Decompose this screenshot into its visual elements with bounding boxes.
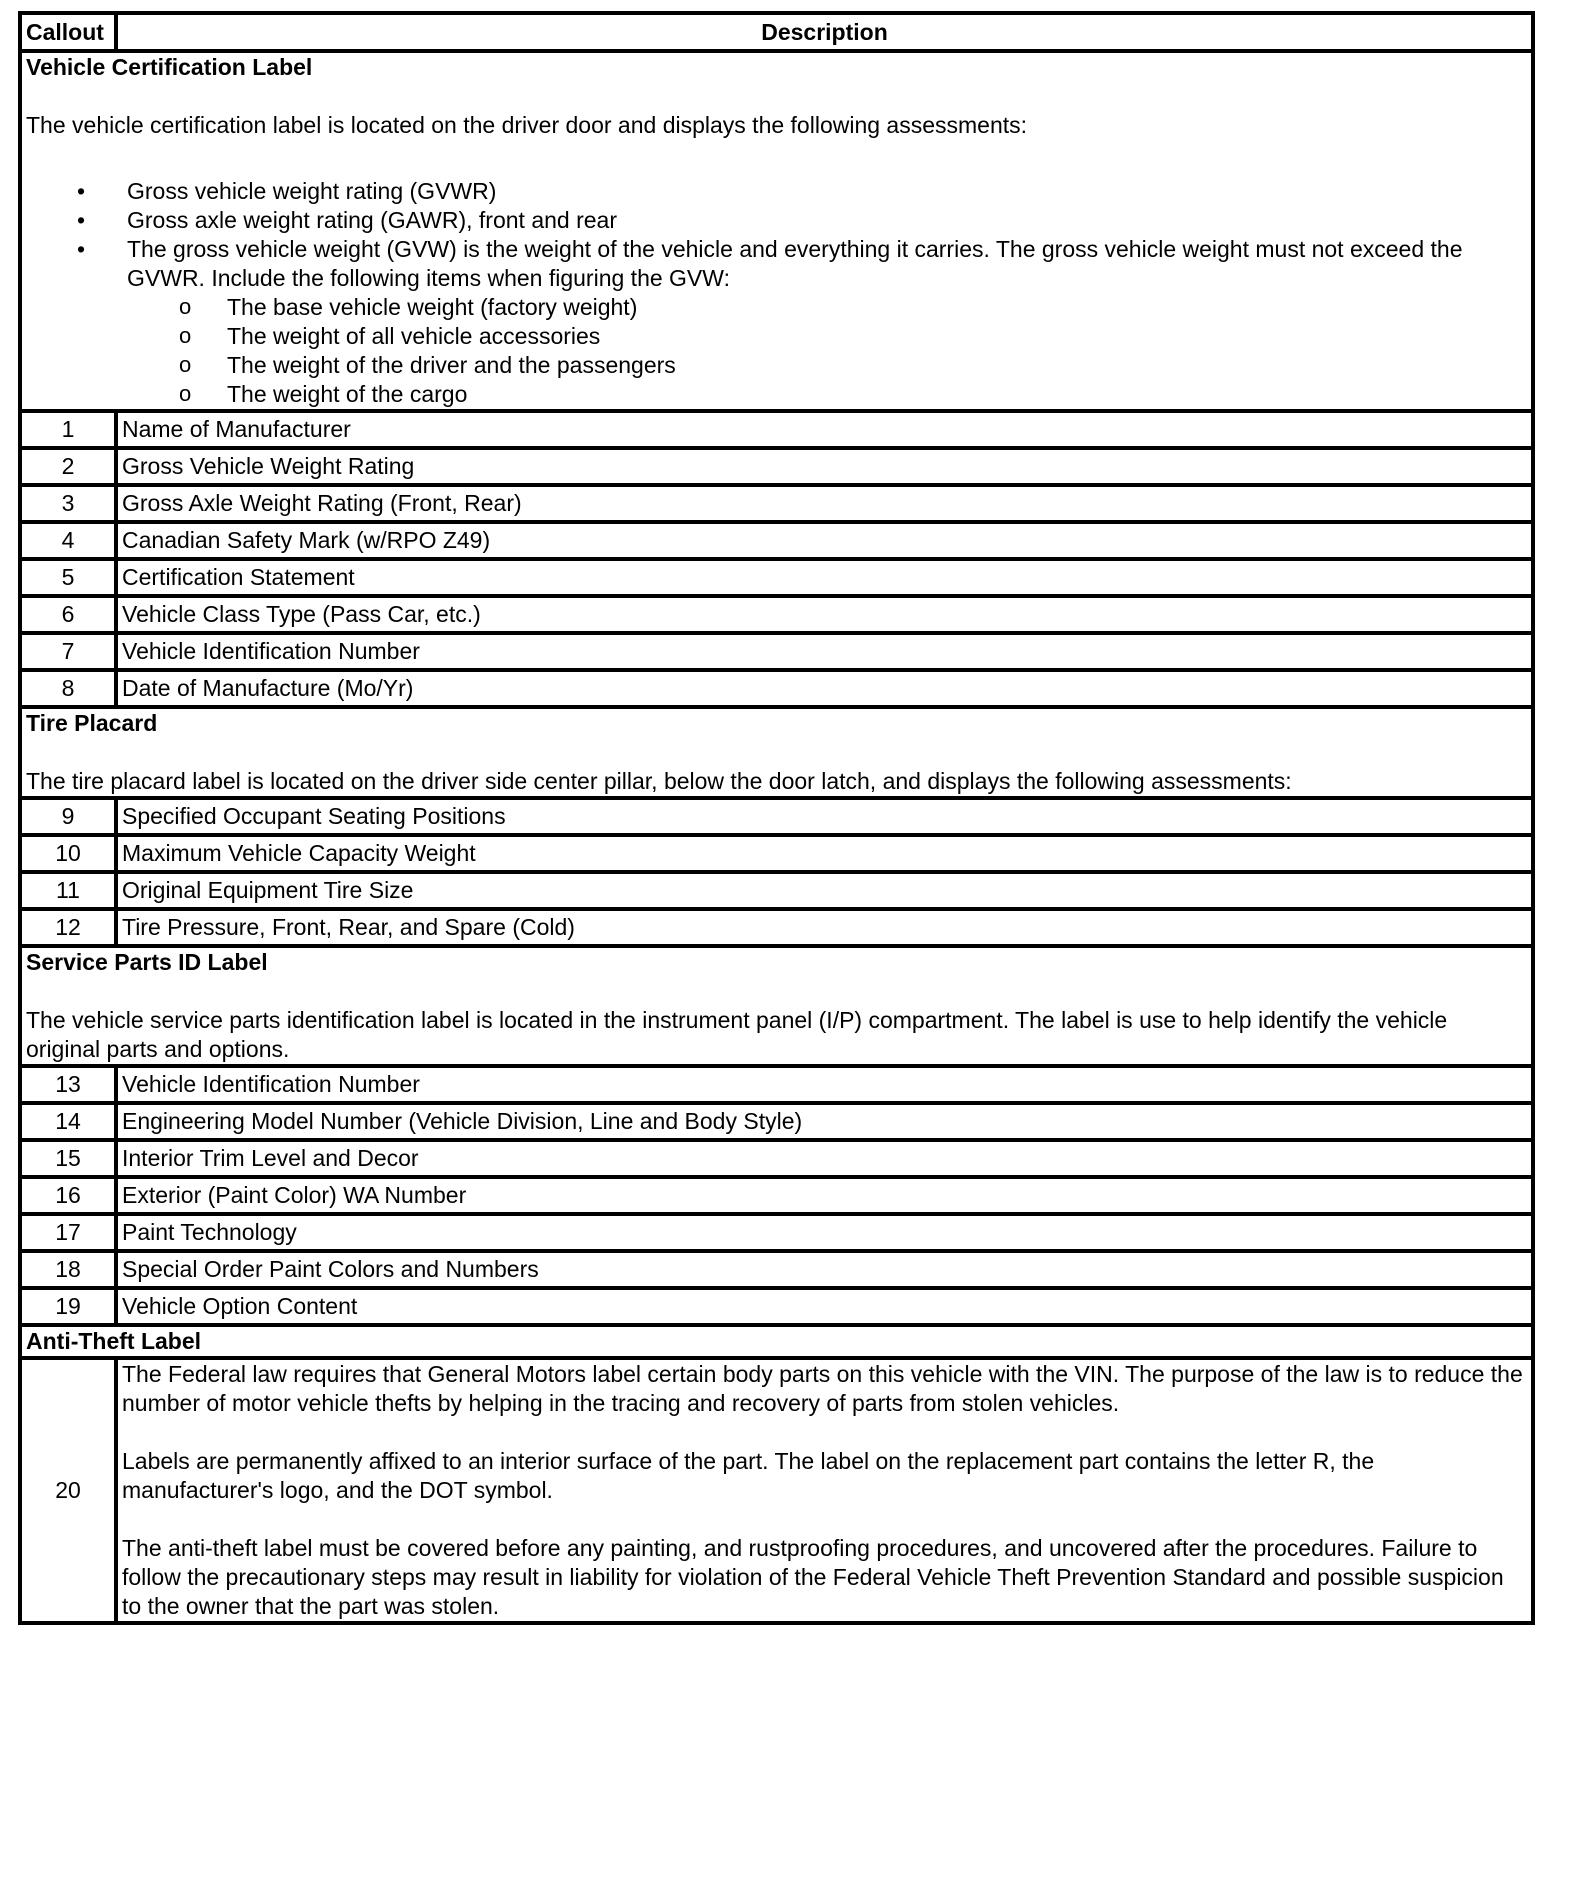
section-cell xyxy=(20,707,1533,798)
table-row xyxy=(20,633,1533,670)
table-row xyxy=(20,872,1533,909)
sub-bullet-item: o The weight of the cargo xyxy=(227,380,1527,409)
section-service-parts-id xyxy=(20,946,1533,1066)
section-intro: The tire placard label is located on the driver side center pillar, below the door latch, and displays the following assessments: xyxy=(26,768,1292,794)
table-row xyxy=(20,559,1533,596)
callout-description: Vehicle Identification Number xyxy=(116,633,1533,670)
header-row xyxy=(20,13,1533,51)
callout-description: Tire Pressure, Front, Rear, and Spare (Cold) xyxy=(116,909,1533,946)
callout-number: 8 xyxy=(20,670,116,707)
bullet-item: • Gross axle weight rating (GAWR), front and rear xyxy=(127,206,1527,235)
sub-bullet-item: o The weight of the driver and the passengers xyxy=(227,351,1527,380)
bullet-list xyxy=(26,177,1527,409)
table-row xyxy=(20,596,1533,633)
section-vehicle-certification xyxy=(20,51,1533,411)
description-paragraph: The Federal law requires that General Motors label certain body parts on this vehicle with the VIN. The purpose of the law is to reduce the number of motor vehicle thefts by helping in the tracing and recovery of parts from stolen vehicles. xyxy=(122,1361,1523,1416)
description-paragraph: The anti-theft label must be covered before any painting, and rustproofing procedures, and uncovered after the procedures. Failure to follow the precautionary steps may result in liability for violation of the Federal Vehicle Theft Prevention Standard and possible suspicion to the owner that the part was stolen. xyxy=(122,1535,1504,1619)
callout-number: 18 xyxy=(20,1251,116,1288)
table-row xyxy=(20,909,1533,946)
callout-description: Specified Occupant Seating Positions xyxy=(116,798,1533,835)
callout-number: 13 xyxy=(20,1066,116,1103)
section-title: Vehicle Certification Label xyxy=(26,54,313,80)
callout-number: 7 xyxy=(20,633,116,670)
callout-description: Canadian Safety Mark (w/RPO Z49) xyxy=(116,522,1533,559)
callout-number: 15 xyxy=(20,1140,116,1177)
callout-description: Name of Manufacturer xyxy=(116,411,1533,448)
sub-bullet-list xyxy=(127,293,1527,409)
callout-description: Certification Statement xyxy=(116,559,1533,596)
section-cell xyxy=(20,51,1533,411)
callout-table xyxy=(18,11,1535,1625)
table-row xyxy=(20,522,1533,559)
callout-description: Vehicle Option Content xyxy=(116,1288,1533,1325)
callout-number: 9 xyxy=(20,798,116,835)
table-row xyxy=(20,1103,1533,1140)
callout-number: 20 xyxy=(20,1358,116,1623)
callout-number: 3 xyxy=(20,485,116,522)
callout-number: 12 xyxy=(20,909,116,946)
bullet-item xyxy=(127,235,1527,409)
table-row xyxy=(20,798,1533,835)
callout-number: 16 xyxy=(20,1177,116,1214)
table-row xyxy=(20,1288,1533,1325)
table-row xyxy=(20,485,1533,522)
callout-number: 5 xyxy=(20,559,116,596)
table-row xyxy=(20,670,1533,707)
table-row xyxy=(20,1358,1533,1623)
section-cell xyxy=(20,1325,1533,1358)
callout-description xyxy=(116,1358,1533,1623)
bullet-text: The gross vehicle weight (GVW) is the weight of the vehicle and everything it carries. The gross vehicle weight must not exceed the GVWR. Include the following items when figuring the GVW: xyxy=(127,236,1463,291)
callout-number: 2 xyxy=(20,448,116,485)
table-row xyxy=(20,1214,1533,1251)
section-intro: The vehicle certification label is located on the driver door and displays the following assessments: xyxy=(26,112,1028,138)
callout-description: Original Equipment Tire Size xyxy=(116,872,1533,909)
header-description: Description xyxy=(116,13,1533,51)
callout-number: 4 xyxy=(20,522,116,559)
callout-number: 17 xyxy=(20,1214,116,1251)
callout-number: 19 xyxy=(20,1288,116,1325)
bullet-item: • Gross vehicle weight rating (GVWR) xyxy=(127,177,1527,206)
sub-bullet-item: o The weight of all vehicle accessories xyxy=(227,322,1527,351)
section-cell xyxy=(20,946,1533,1066)
table-row xyxy=(20,1251,1533,1288)
callout-description: Vehicle Identification Number xyxy=(116,1066,1533,1103)
callout-number: 14 xyxy=(20,1103,116,1140)
callout-number: 6 xyxy=(20,596,116,633)
callout-number: 10 xyxy=(20,835,116,872)
callout-description: Gross Vehicle Weight Rating xyxy=(116,448,1533,485)
sub-bullet-item: o The base vehicle weight (factory weight) xyxy=(227,293,1527,322)
table-row xyxy=(20,1140,1533,1177)
callout-description: Vehicle Class Type (Pass Car, etc.) xyxy=(116,596,1533,633)
callout-number: 1 xyxy=(20,411,116,448)
section-title: Tire Placard xyxy=(26,710,158,736)
callout-description: Maximum Vehicle Capacity Weight xyxy=(116,835,1533,872)
header-callout: Callout xyxy=(20,13,116,51)
callout-description: Paint Technology xyxy=(116,1214,1533,1251)
section-title: Anti-Theft Label xyxy=(26,1328,202,1354)
section-tire-placard xyxy=(20,707,1533,798)
callout-description: Gross Axle Weight Rating (Front, Rear) xyxy=(116,485,1533,522)
callout-number: 11 xyxy=(20,872,116,909)
description-paragraph: Labels are permanently affixed to an interior surface of the part. The label on the replacement part contains the letter R, the manufacturer's logo, and the DOT symbol. xyxy=(122,1448,1375,1503)
section-anti-theft xyxy=(20,1325,1533,1358)
section-intro: The vehicle service parts identification label is located in the instrument panel (I/P) compartment. The label is use to help identify the vehicle original parts and options. xyxy=(26,1007,1448,1062)
table-row xyxy=(20,411,1533,448)
table-row xyxy=(20,835,1533,872)
table-row xyxy=(20,448,1533,485)
callout-description: Exterior (Paint Color) WA Number xyxy=(116,1177,1533,1214)
callout-description: Special Order Paint Colors and Numbers xyxy=(116,1251,1533,1288)
callout-description: Date of Manufacture (Mo/Yr) xyxy=(116,670,1533,707)
section-title: Service Parts ID Label xyxy=(26,949,268,975)
callout-description: Engineering Model Number (Vehicle Division, Line and Body Style) xyxy=(116,1103,1533,1140)
callout-description: Interior Trim Level and Decor xyxy=(116,1140,1533,1177)
table-row xyxy=(20,1066,1533,1103)
table-row xyxy=(20,1177,1533,1214)
